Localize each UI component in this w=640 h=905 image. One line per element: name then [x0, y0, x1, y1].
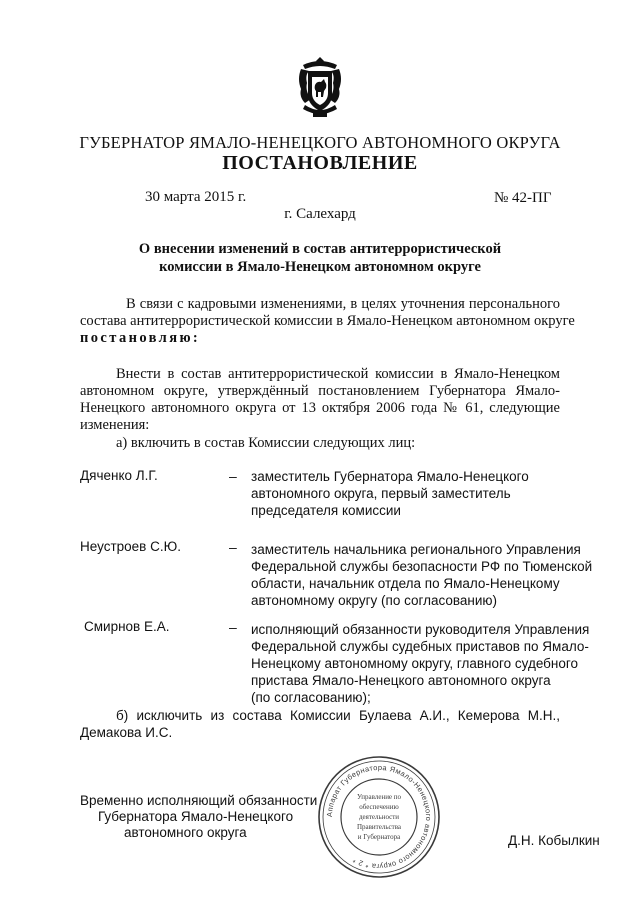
- person-dash: –: [229, 468, 237, 484]
- role-line: автономному округу (по согласованию): [251, 593, 498, 608]
- role-line: исполняющий обязанности руководителя Управления: [251, 622, 590, 637]
- person-name: Смирнов Е.А.: [84, 619, 170, 634]
- person-name: Дяченко Л.Г.: [80, 468, 158, 483]
- role-line: Федеральной службы судебных приставов по Ямало-: [251, 639, 589, 654]
- role-line: автономного округа, первый заместитель: [251, 486, 511, 501]
- yamal-coat-of-arms-icon: [297, 55, 343, 119]
- document-subject: [80, 240, 560, 276]
- role-line: заместитель Губернатора Ямало-Ненецкого: [251, 469, 529, 484]
- seal-center-line: деятельности: [358, 813, 400, 821]
- role-line: пристава Ямало-Ненецкого автономного округа: [251, 673, 551, 688]
- body-line: изменения:: [80, 417, 150, 433]
- person-name: Неустроев С.Ю.: [80, 539, 181, 554]
- document-number: № 42-ПГ: [494, 190, 552, 206]
- document-date: 30 марта 2015 г.: [145, 189, 247, 205]
- signatory-position: [80, 793, 340, 841]
- body-line: автономном округе, утверждённый постановлением Губернатора Ямало-: [80, 383, 560, 399]
- resolve-word: постановляю:: [80, 330, 201, 346]
- body-line: Ненецкого автономного округа от 13 октября 2006 года № 61, следующие: [80, 400, 560, 416]
- person-role: [251, 468, 603, 519]
- seal-center-line: Управление по: [356, 793, 402, 801]
- person-dash: –: [229, 539, 237, 555]
- item-a: а) включить в состав Комиссии следующих лиц:: [116, 435, 416, 451]
- preamble-line: состава антитеррористической комиссии в Ямало-Ненецком автономном округе: [80, 313, 575, 329]
- role-line: Ненецкому автономному округу, главного судебного: [251, 656, 579, 671]
- seal-center-line: обеспечению: [359, 803, 399, 811]
- authority-title: ГУБЕРНАТОР ЯМАЛО-НЕНЕЦКОГО АВТОНОМНОГО ОКРУГА: [79, 133, 561, 152]
- body-paragraph: [80, 366, 560, 434]
- person-role: [251, 541, 603, 609]
- role-line: заместитель начальника регионального Управления: [251, 542, 581, 557]
- preamble-paragraph: [80, 296, 575, 347]
- subject-line: О внесении изменений в состав антитеррористической: [138, 241, 502, 257]
- body-line: Внести в состав антитеррористической комиссии в Ямало-Ненецком: [116, 366, 560, 382]
- signatory-name: Д.Н. Кобылкин: [508, 833, 600, 848]
- role-line: Федеральной службы безопасности РФ по Тюменской: [251, 559, 593, 574]
- position-line: автономного округа: [124, 825, 247, 840]
- position-line: Губернатора Ямало-Ненецкого: [98, 809, 294, 824]
- item-b: [80, 707, 560, 741]
- seal-center-line: Правительства: [356, 823, 402, 831]
- role-line: (по согласованию);: [251, 690, 371, 705]
- item-b-line: б) исключить из состава Комиссии Булаева А.И., Кемерова М.Н.,: [116, 708, 560, 723]
- seal-center-line: и Губернатора: [357, 833, 401, 841]
- person-role: [251, 621, 603, 706]
- preamble-line: В связи с кадровыми изменениями, в целях уточнения персонального: [126, 296, 560, 312]
- seal-ring-text: Аппарат Губернатора Ямало-Ненецкого автономного округа * 2 *: [324, 762, 434, 872]
- role-line: области, начальник отдела по Ямало-Ненецкому: [251, 576, 560, 591]
- document-type: ПОСТАНОВЛЕНИЕ: [222, 152, 418, 174]
- subject-line: комиссии в Ямало-Ненецком автономном округе: [159, 259, 481, 275]
- document-city: г. Салехард: [284, 206, 356, 222]
- person-dash: –: [229, 619, 237, 635]
- position-line: Временно исполняющий обязанности: [80, 793, 318, 808]
- item-b-line: Демакова И.С.: [80, 725, 173, 740]
- role-line: председателя комиссии: [251, 503, 401, 518]
